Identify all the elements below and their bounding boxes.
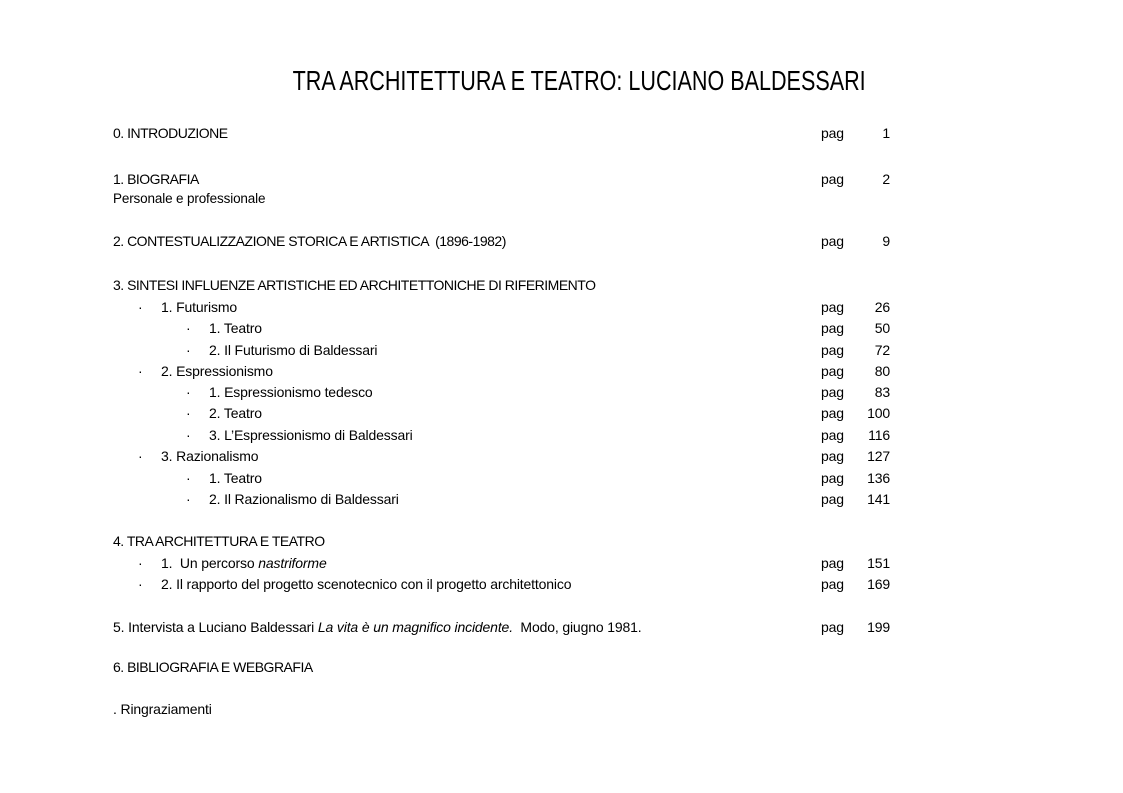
pag-label: pag — [821, 342, 844, 358]
pag-label: pag — [821, 384, 844, 400]
entry-label: 6. BIBLIOGRAFIA E WEBGRAFIA — [113, 659, 313, 675]
bullet: · — [186, 320, 191, 336]
entry-label: 2. CONTESTUALIZZAZIONE STORICA E ARTISTICA (1896-1982) — [113, 233, 506, 249]
entry-label-italic: La vita è un magnifico incidente. — [317, 619, 513, 635]
entry-label — [161, 555, 327, 571]
bullet: · — [138, 448, 143, 464]
toc-entry-espressionismo-teatro — [0, 405, 1123, 421]
toc-entry-sintesi — [0, 277, 1123, 293]
bullet: · — [186, 405, 191, 421]
page-number: 127 — [867, 448, 890, 464]
entry-label-italic: nastriforme — [258, 555, 327, 571]
entry-label-text: 5. Intervista a Luciano Baldessari — [113, 619, 318, 635]
toc-entry-razionalismo — [0, 448, 1123, 464]
page-number: 80 — [874, 363, 890, 379]
pag-label: pag — [821, 576, 844, 592]
toc-entry-tra-architettura — [0, 533, 1123, 549]
toc-entry-espressionismo-tedesco — [0, 384, 1123, 400]
entry-label: 2. Teatro — [209, 405, 262, 421]
pag-label: pag — [821, 363, 844, 379]
page-number: 141 — [867, 491, 890, 507]
entry-label: 3. Razionalismo — [161, 448, 259, 464]
pag-label: pag — [821, 299, 844, 315]
pag-label: pag — [821, 405, 844, 421]
pag-label: pag — [821, 427, 844, 443]
pag-label: pag — [821, 320, 844, 336]
entry-label: 4. TRA ARCHITETTURA E TEATRO — [113, 533, 325, 549]
toc-entry-futurismo-teatro — [0, 320, 1123, 336]
bullet: · — [138, 576, 143, 592]
pag-label: pag — [821, 491, 844, 507]
page-number: 50 — [874, 320, 890, 336]
pag-label: pag — [821, 171, 844, 187]
entry-label: 1. Teatro — [209, 320, 262, 336]
bullet: · — [138, 555, 143, 571]
entry-label: 0. INTRODUZIONE — [113, 125, 228, 141]
entry-label-text: 1. Un percorso — [161, 555, 259, 571]
entry-label: . Ringraziamenti — [113, 701, 212, 717]
entry-label: 2. Espressionismo — [161, 363, 273, 379]
entry-label: 2. Il Razionalismo di Baldessari — [209, 491, 399, 507]
page-number: 100 — [867, 405, 890, 421]
entry-label: 1. BIOGRAFIA — [113, 171, 199, 187]
entry-label: 1. Futurismo — [161, 299, 237, 315]
toc-entry-futurismo — [0, 299, 1123, 315]
page-number: 136 — [867, 470, 890, 486]
toc-entry-futurismo-baldessari — [0, 342, 1123, 358]
toc-entry-intervista — [0, 619, 1123, 635]
toc-entry-percorso-nastriforme — [0, 555, 1123, 571]
entry-subtitle: Personale e professionale — [113, 191, 266, 206]
toc-entry-ringraziamenti — [0, 701, 1123, 717]
page-title — [36, 65, 1123, 97]
toc-entry-espressionismo-baldessari — [0, 427, 1123, 443]
toc-entry-biografia — [0, 171, 1123, 187]
pag-label: pag — [821, 125, 844, 141]
toc-entry-contestualizzazione — [0, 233, 1123, 249]
bullet: · — [186, 491, 191, 507]
entry-label: 2. Il Futurismo di Baldessari — [209, 342, 378, 358]
pag-label: pag — [821, 555, 844, 571]
page-number: 83 — [874, 384, 890, 400]
bullet: · — [186, 470, 191, 486]
entry-label: 3. L’Espressionismo di Baldessari — [209, 427, 413, 443]
toc-entry-bibliografia — [0, 659, 1123, 675]
page-number: 26 — [874, 299, 890, 315]
page-number: 2 — [882, 171, 890, 187]
entry-label: 1. Espressionismo tedesco — [209, 384, 373, 400]
pag-label: pag — [821, 619, 844, 635]
bullet: · — [186, 384, 191, 400]
pag-label: pag — [821, 448, 844, 464]
entry-label — [113, 619, 642, 635]
toc-entry-razionalismo-teatro — [0, 470, 1123, 486]
entry-label: 3. SINTESI INFLUENZE ARTISTICHE ED ARCHITETTONICHE DI RIFERIMENTO — [113, 277, 596, 293]
toc-entry-biografia-subtitle — [0, 191, 1123, 207]
title-text: TRA ARCHITETTURA E TEATRO: LUCIANO BALDESSARI — [292, 65, 867, 96]
entry-label: 1. Teatro — [209, 470, 262, 486]
bullet: · — [186, 427, 191, 443]
page-number: 1 — [882, 125, 890, 141]
page-number: 151 — [867, 555, 890, 571]
toc-entry-rapporto-progetto — [0, 576, 1123, 592]
entry-label: 2. Il rapporto del progetto scenotecnico con il progetto architettonico — [161, 576, 572, 592]
toc-entry-razionalismo-baldessari — [0, 491, 1123, 507]
bullet: · — [138, 363, 143, 379]
toc-entry-espressionismo — [0, 363, 1123, 379]
page-number: 169 — [867, 576, 890, 592]
page-number: 72 — [874, 342, 890, 358]
toc-entry-introduzione — [0, 125, 1123, 141]
page-number: 199 — [867, 619, 890, 635]
page-number: 116 — [868, 427, 890, 443]
pag-label: pag — [821, 470, 844, 486]
bullet: · — [138, 299, 143, 315]
pag-label: pag — [821, 233, 844, 249]
bullet: · — [186, 342, 191, 358]
entry-label-suffix: Modo, giugno 1981. — [512, 619, 642, 635]
page-number: 9 — [882, 233, 890, 249]
